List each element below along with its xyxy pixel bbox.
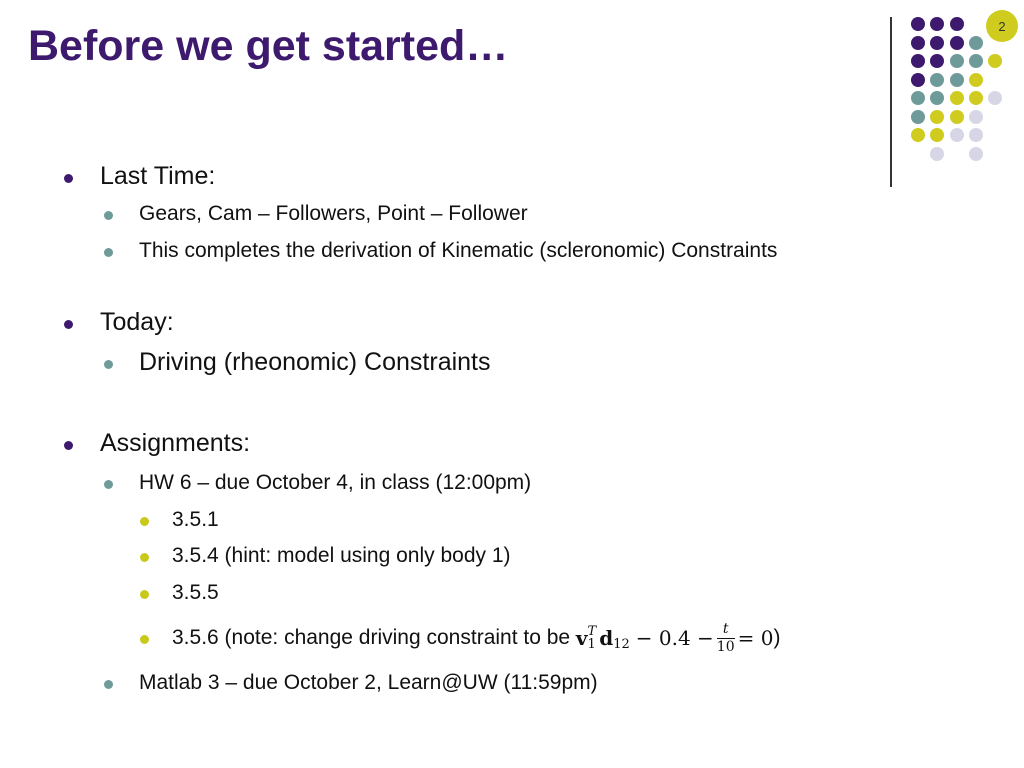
problem-item-with-equation (172, 617, 780, 659)
eq-minus-constant: − 0.4 − (635, 626, 714, 650)
eq-equals: = 0 (737, 626, 774, 650)
decor-dot (969, 36, 983, 50)
decor-dot (950, 54, 964, 68)
bullet-level3 (140, 517, 149, 526)
decor-dot (969, 54, 983, 68)
decor-dot (950, 110, 964, 124)
last-time-item-1: Gears, Cam – Followers, Point – Follower (139, 202, 528, 225)
eq-d-subscript: 12 (613, 636, 630, 652)
eq-d: d (599, 626, 614, 650)
decor-dot (930, 91, 944, 105)
bullet-level2 (104, 211, 113, 220)
decor-dot (911, 128, 925, 142)
decor-dot (930, 17, 944, 31)
problem-item: 3.5.5 (172, 581, 219, 604)
hw-item: HW 6 – due October 4, in class (12:00pm) (139, 471, 532, 494)
decor-dot (911, 73, 925, 87)
bullet-level1 (64, 174, 73, 183)
decor-dot (988, 54, 1002, 68)
decor-dot (950, 73, 964, 87)
matlab-item: Matlab 3 – due October 2, Learn@UW (11:59pm) (139, 671, 598, 694)
bullet-level3 (140, 553, 149, 562)
bullet-level1 (64, 320, 73, 329)
eq-v-scripts (588, 625, 597, 651)
decor-dot (911, 17, 925, 31)
title-divider (890, 17, 892, 187)
decor-dot (930, 36, 944, 50)
last-time-heading: Last Time: (100, 162, 216, 190)
today-item-1: Driving (rheonomic) Constraints (139, 348, 491, 376)
decor-dot (950, 91, 964, 105)
eq-v-superscript: T (587, 624, 597, 639)
decor-dot (930, 73, 944, 87)
decor-dot (911, 54, 925, 68)
bullet-level2 (104, 360, 113, 369)
decor-dot (911, 91, 925, 105)
bullet-level2 (104, 480, 113, 489)
today-heading: Today: (100, 308, 174, 336)
decor-dot (969, 73, 983, 87)
decor-dot (969, 110, 983, 124)
problem-item: 3.5.4 (hint: model using only body 1) (172, 544, 511, 567)
eq-fraction-numerator: t (722, 620, 729, 637)
decor-dot (969, 91, 983, 105)
decor-dot (911, 36, 925, 50)
eq-fraction (717, 621, 735, 656)
decor-dot (950, 36, 964, 50)
problem-item: 3.5.1 (172, 508, 219, 531)
bullet-level3 (140, 635, 149, 644)
decor-dot (930, 147, 944, 161)
page-number-badge: 2 (986, 10, 1018, 42)
decor-dot (930, 110, 944, 124)
driving-constraint-equation (576, 621, 774, 656)
decor-dot (930, 54, 944, 68)
eq-v: v (575, 626, 588, 650)
decor-dot (969, 128, 983, 142)
bullet-level3 (140, 590, 149, 599)
last-time-item-2: This completes the derivation of Kinematic (scleronomic) Constraints (139, 239, 778, 262)
bullet-level2 (104, 248, 113, 257)
assignments-heading: Assignments: (100, 429, 251, 457)
decor-dot (950, 17, 964, 31)
decor-dot (988, 91, 1002, 105)
problem-note-text: 3.5.6 (note: change driving constraint to be (172, 626, 576, 649)
decor-dot (911, 110, 925, 124)
slide-title: Before we get started… (28, 22, 509, 70)
problem-note-close: ) (773, 626, 781, 649)
decor-dot (950, 128, 964, 142)
eq-v-subscript: 1 (587, 637, 596, 652)
bullet-level1 (64, 441, 73, 450)
eq-fraction-denominator: 10 (716, 638, 735, 655)
bullet-level2 (104, 680, 113, 689)
decor-dot (969, 147, 983, 161)
decor-dot (930, 128, 944, 142)
